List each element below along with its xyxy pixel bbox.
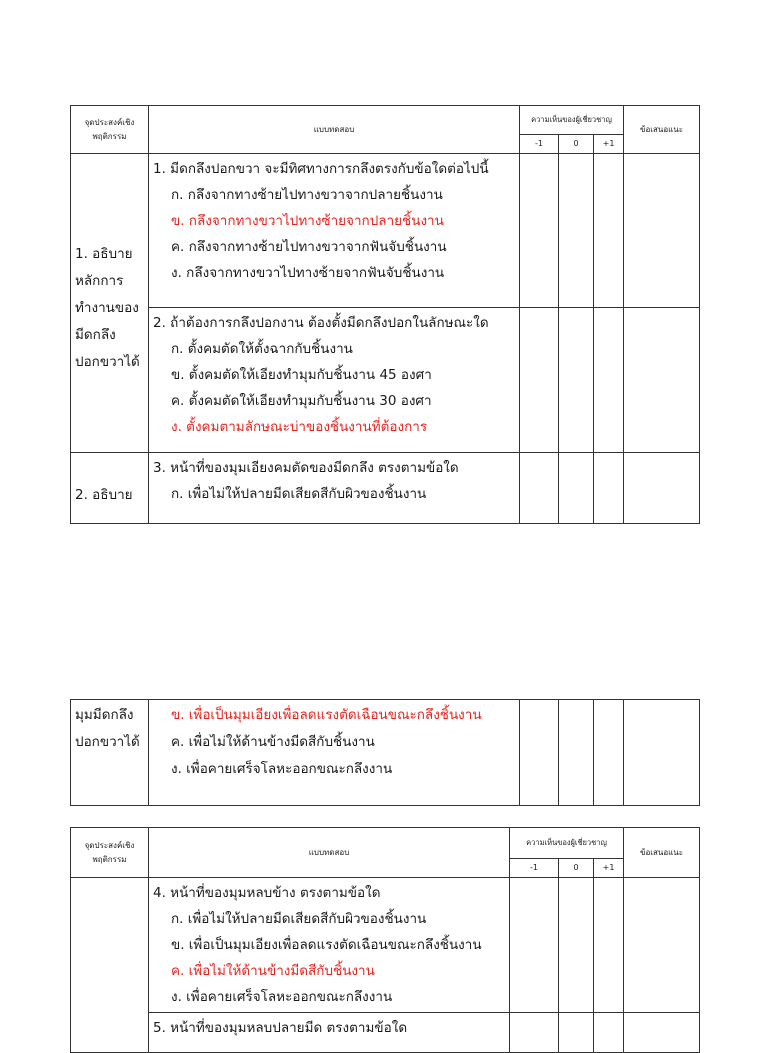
score-minus-cell[interactable] [510,878,559,1013]
score-plus-cell[interactable] [594,878,624,1013]
suggestion-cell[interactable] [624,453,700,524]
question-text: 5. หน้าที่ของมุมหลบปลายมีด ตรงตามข้อใด [153,1020,408,1036]
suggestion-cell[interactable] [624,700,700,806]
header-score-minus: -1 [510,859,559,878]
score-plus-cell[interactable] [594,1013,624,1053]
score-minus-cell[interactable] [520,453,559,524]
suggestion-cell[interactable] [624,154,700,308]
evaluation-table-3 [70,827,700,1053]
choice-item: ค. เพื่อไม่ให้ด้านข้างมีดสีกับชิ้นงาน [171,734,375,750]
question-cell [149,453,520,524]
question-text: 1. มีดกลึงปอกขวา จะมีทิศทางการกลึงตรงกับข้อใดต่อไปนี้ [153,161,489,177]
suggestion-cell[interactable] [624,1013,700,1053]
choice-item: ข. เพื่อเป็นมุมเอียงเพื่อลดแรงตัดเฉือนขณะกลึงชิ้นงาน [171,937,482,953]
header-expert-opinion: ความเห็นของผู้เชี่ยวชาญ [510,828,624,859]
header-test: แบบทดสอบ [149,828,510,878]
score-zero-cell[interactable] [559,700,594,806]
header-test: แบบทดสอบ [149,106,520,154]
objective-cell [71,700,149,806]
choice-item: ข. ตั้งคมตัดให้เอียงทำมุมกับชิ้นงาน 45 องศา [171,367,432,383]
score-minus-cell[interactable] [520,700,559,806]
choice-item: ค. กลึงจากทางซ้ายไปทางขวาจากฟันจับชิ้นงาน [171,239,447,255]
question-cell [149,1013,510,1053]
choice-item-correct: ง. ตั้งคมตามลักษณะบ่าของชิ้นงานที่ต้องการ [171,419,428,435]
score-plus-cell[interactable] [594,453,624,524]
choice-item: ค. ตั้งคมตัดให้เอียงทำมุมกับชิ้นงาน 30 องศา [171,393,432,409]
choice-item: ง. เพื่อคายเศร็จโลหะออกขณะกลึงงาน [171,989,393,1005]
header-score-plus: +1 [594,135,624,154]
header-score-plus: +1 [594,859,624,878]
header-score-zero: 0 [559,135,594,154]
choice-item-correct: ข. กลึงจากทางขวาไปทางซ้ายจากปลายชิ้นงาน [171,213,444,229]
suggestion-cell[interactable] [624,878,700,1013]
objective-text: มุมมีดกลึง ปอกขวาได้ [75,707,140,750]
score-plus-cell[interactable] [594,154,624,308]
choice-item: ก. เพื่อไม่ให้ปลายมีดเสียดสีกับผิวของชิ้นงาน [171,911,427,927]
objective-cell [71,878,149,1053]
objective-cell [71,453,149,524]
header-expert-opinion: ความเห็นของผู้เชี่ยวชาญ [520,106,624,135]
evaluation-table-1 [70,105,700,524]
header-suggestion: ข้อเสนอแนะ [624,106,700,154]
question-text: 2. ถ้าต้องการกลึงปอกงาน ต้องตั้งมีดกลึงปอกในลักษณะใด [153,315,489,331]
choice-item: ก. เพื่อไม่ให้ปลายมีดเสียดสีกับผิวของชิ้นงาน [171,486,427,502]
score-plus-cell[interactable] [594,308,624,453]
choice-item-correct: ข. เพื่อเป็นมุมเอียงเพื่อลดแรงตัดเฉือนขณะกลึงชิ้นงาน [171,707,482,723]
score-zero-cell[interactable] [559,878,594,1013]
score-zero-cell[interactable] [559,154,594,308]
score-plus-cell[interactable] [594,700,624,806]
objective-cell [71,154,149,453]
header-score-minus: -1 [520,135,559,154]
choice-item: ก. ตั้งคมตัดให้ตั้งฉากกับชิ้นงาน [171,341,353,357]
choice-item: ง. เพื่อคายเศร็จโลหะออกขณะกลึงงาน [171,761,393,777]
score-minus-cell[interactable] [520,154,559,308]
header-suggestion: ข้อเสนอแนะ [624,828,700,878]
choice-item: ง. กลึงจากทางขวาไปทางซ้ายจากฟันจับชิ้นงาน [171,265,445,281]
evaluation-table-2 [70,699,700,806]
question-cell [149,308,520,453]
objective-text: 2. อธิบาย [75,486,133,503]
suggestion-cell[interactable] [624,308,700,453]
choice-item-correct: ค. เพื่อไม่ให้ด้านข้างมีดสีกับชิ้นงาน [171,963,375,979]
header-objective: จุดประสงค์เชิง พฤติกรรม [71,828,149,878]
score-zero-cell[interactable] [559,1013,594,1053]
score-minus-cell[interactable] [520,308,559,453]
score-zero-cell[interactable] [559,453,594,524]
header-score-zero: 0 [559,859,594,878]
question-cell [149,154,520,308]
score-zero-cell[interactable] [559,308,594,453]
choice-item: ก. กลึงจากทางซ้ายไปทางขวาจากปลายชิ้นงาน [171,187,443,203]
question-text: 3. หน้าที่ของมุมเอียงคมตัดของมีดกลึง ตรงตามข้อใด [153,460,459,476]
header-objective: จุดประสงค์เชิง พฤติกรรม [71,106,149,154]
objective-text: 1. อธิบาย หลักการ ทำงานของ มีดกลึง ปอกขวาได้ [75,245,140,370]
question-text: 4. หน้าที่ของมุมหลบข้าง ตรงตามข้อใด [153,885,381,901]
question-cell [149,878,510,1013]
question-cell [149,700,520,806]
score-minus-cell[interactable] [510,1013,559,1053]
